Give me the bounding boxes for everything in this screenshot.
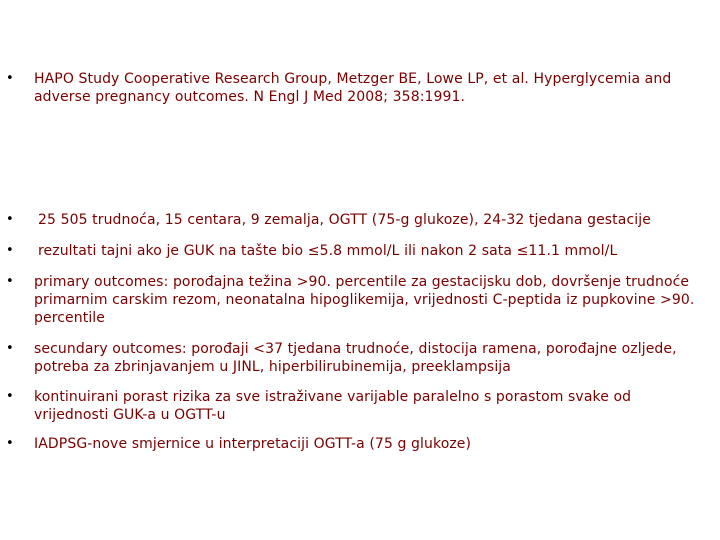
bullet-marker: • [6, 274, 14, 289]
bullet-marker: • [6, 243, 14, 258]
bullet-text-blinded-results: rezultati tajni ako je GUK na tašte bio ≤5.8 mmol/L ili nakon 2 sata ≤11.1 mmol/L [38, 243, 618, 259]
bullet-marker: • [6, 212, 14, 227]
bullet-text-iadpsg: IADPSG-nove smjernice u interpretaciji OGTT-a (75 g glukoze) [34, 436, 472, 452]
bullet-text-primary-outcomes: primary outcomes: porođajna težina >90. percentile za gestacijsku dob, dovršenje trudnoće primarnim carskim rezom, neonatalna hipoglikemija, vrijednosti C-peptida iz pupkovine >90. percentile [34, 274, 695, 326]
bullet-text-secondary-outcomes: secundary outcomes: porođaji <37 tjedana trudnoće, distocija ramena, porođajne ozljede, potreba za zbrinjavanjem u JINL, hiperbilirubinemija, preeklampsija [34, 341, 677, 375]
bullet-text-continuous-risk: kontinuirani porast rizika za sve istraživane varijable paralelno s porastom svake od vrijednosti GUK-a u OGTT-u [34, 389, 632, 423]
bullet-marker: • [6, 389, 14, 404]
bullet-marker: • [6, 71, 14, 86]
bullet-text-reference: HAPO Study Cooperative Research Group, Metzger BE, Lowe LP, et al. Hyperglycemia and adverse pregnancy outcomes. N Engl J Med 2008; 358:1991. [34, 71, 672, 105]
bullet-marker: • [6, 436, 14, 451]
bullet-text-study-size: 25 505 trudnoća, 15 centara, 9 zemalja, OGTT (75-g glukoze), 24-32 tjedana gestacije [38, 212, 651, 228]
bullet-marker: • [6, 341, 14, 356]
